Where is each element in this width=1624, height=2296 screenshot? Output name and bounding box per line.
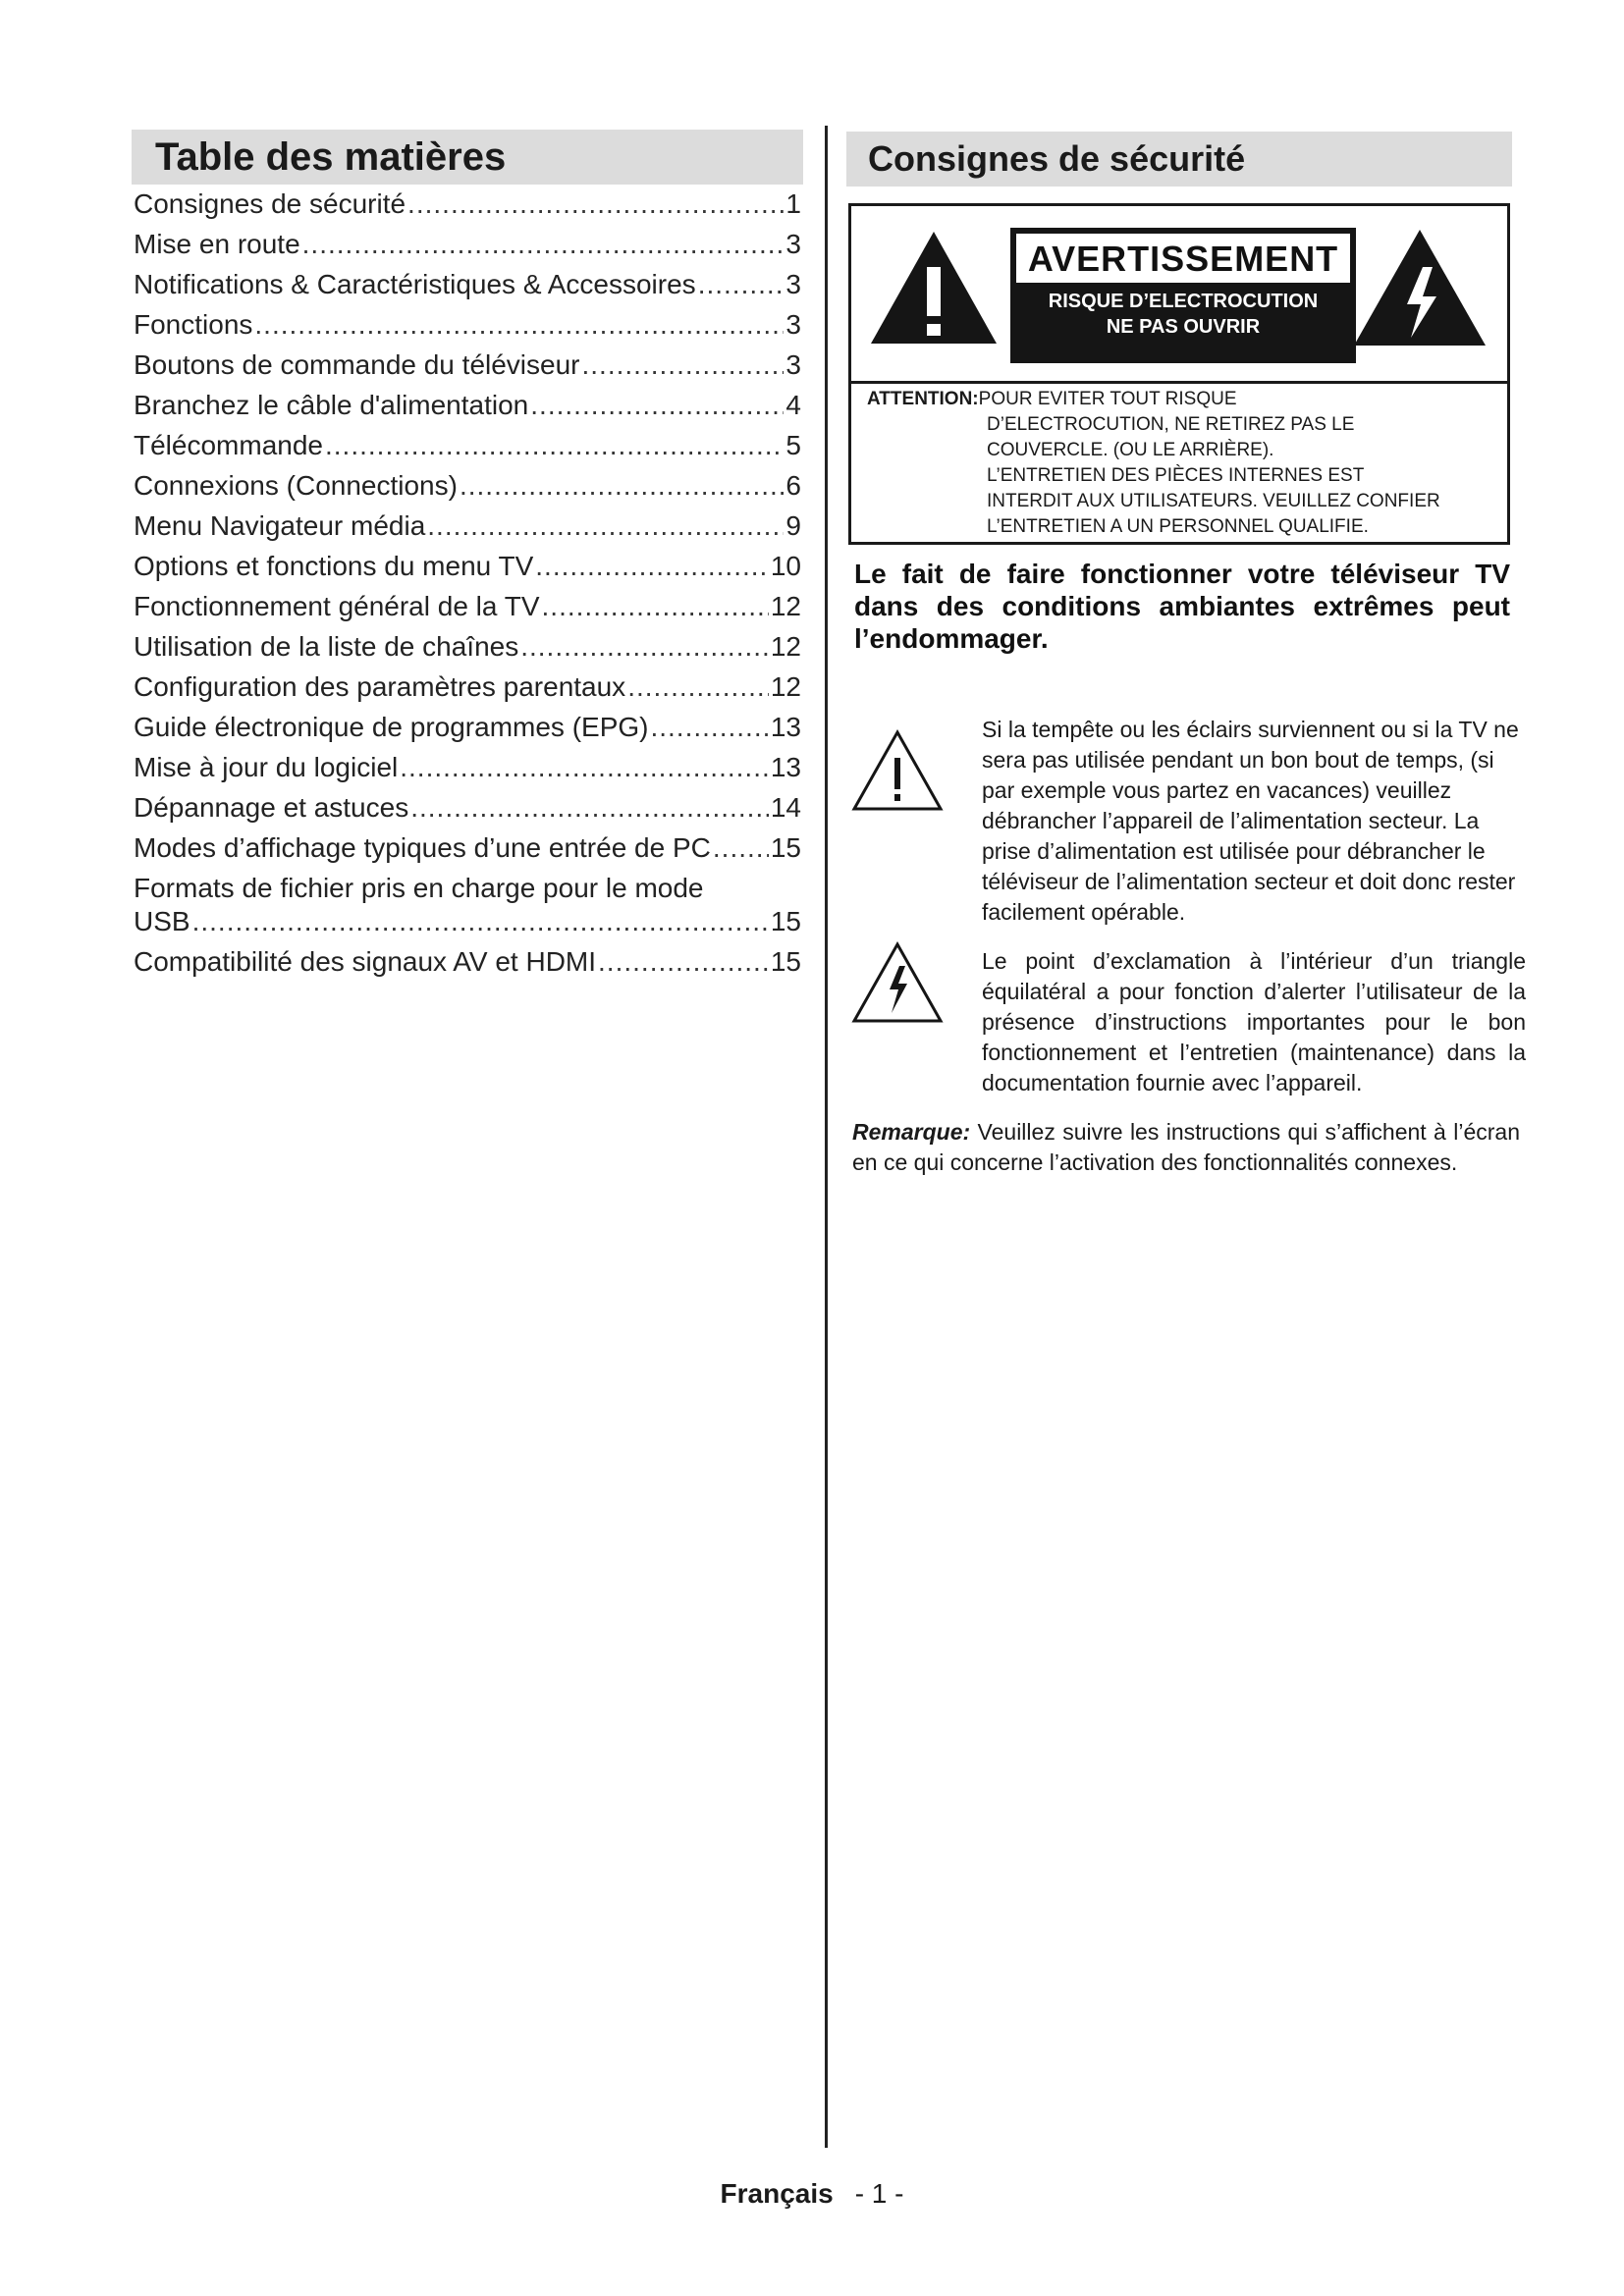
toc-entry[interactable]: Menu Navigateur média ..... 9 xyxy=(134,510,801,551)
footer-language: Français xyxy=(720,2178,834,2209)
toc-title: Table des matières xyxy=(132,130,803,185)
avertissement-heading: AVERTISSEMENT xyxy=(1016,234,1350,283)
page-number: - 1 - xyxy=(854,2178,904,2209)
warning-triangle-lightning-icon xyxy=(1352,228,1488,347)
extreme-conditions-warning: Le fait de faire fonctionner votre téléviseur TV dans des conditions ambiantes extrêmes peut l’endommager. xyxy=(854,559,1510,654)
toc-entry[interactable]: Guide électronique de programmes (EPG) ..... 13 xyxy=(134,712,801,752)
toc-entry[interactable]: Télécommande ..... 5 xyxy=(134,430,801,470)
page-footer xyxy=(0,2178,1624,2210)
avertissement-panel xyxy=(1010,228,1356,363)
column-divider xyxy=(825,126,828,2148)
toc-entry[interactable]: Fonctionnement général de la TV ..... 12 xyxy=(134,591,801,631)
toc-entry[interactable]: Branchez le câble d'alimentation ..... 4 xyxy=(134,390,801,430)
toc-entry[interactable]: Consignes de sécurité ..... 1 xyxy=(134,188,801,229)
avertissement-sub2: NE PAS OUVRIR xyxy=(1106,316,1261,338)
toc-entry[interactable]: Mise à jour du logiciel ..... 13 xyxy=(134,752,801,792)
toc-entry[interactable]: Connexions (Connections) ..... 6 xyxy=(134,470,801,510)
warning-triangle-exclamation-icon xyxy=(869,230,999,346)
toc-entry[interactable]: Dépannage et astuces ..... 14 xyxy=(134,792,801,832)
safety-title: Consignes de sécurité xyxy=(846,132,1512,187)
toc-entry[interactable]: Modes d’affichage typiques d’une entrée de PC ..... 15 xyxy=(134,832,801,873)
remarque-note: Remarque: Veuillez suivre les instructions qui s’affichent à l’écran en ce qui concerne l’activation des fonctionnalités connexes. xyxy=(852,1119,1520,1175)
toc-entry[interactable]: Options et fonctions du menu TV ..... 10 xyxy=(134,551,801,591)
avertissement-sub1: RISQUE D’ELECTROCUTION xyxy=(1048,291,1319,312)
toc-entry[interactable]: Mise en route ..... 3 xyxy=(134,229,801,269)
storm-unplug-paragraph: Si la tempête ou les éclairs surviennent ou si la TV ne sera pas utilisée pendant un bon bout de temps, (si par exemple vous partez en vacances) veuillez débrancher l’appareil de l’alimentation secteur. La prise d’alimentation est utilisée pour débrancher le téléviseur de l’alimentation secteur et doit donc rester facilement opérable. xyxy=(982,717,1519,925)
caution-exclamation-icon xyxy=(850,728,945,813)
toc-entry[interactable]: Notifications & Caractéristiques & Accessoires ..... 3 xyxy=(134,269,801,309)
toc-entry[interactable]: Configuration des paramètres parentaux ..... 12 xyxy=(134,671,801,712)
warning-box-divider xyxy=(851,381,1507,384)
toc-entry[interactable]: Formats de fichier pris en charge pour le mode USB ..... 15 xyxy=(134,873,801,946)
toc-entry[interactable]: Fonctions ..... 3 xyxy=(134,309,801,349)
attention-text: ATTENTION:POUR EVITER TOUT RISQUE D’ELECTROCUTION, NE RETIREZ PAS LE COUVERCLE. (OU LE ARRIÈRE). L’ENTRETIEN DES PIÈCES INTERNES EST INTERDIT AUX UTILISATEURS. VEUILLEZ CONFIER L’ENTRETIEN A UN PERSONNEL QUALIFIE. xyxy=(867,389,1440,537)
exclamation-explanation-paragraph: Le point d’exclamation à l’intérieur d’un triangle équilatéral a pour fonction d’alerter l’utilisateur de la présence d’instructions importantes pour le bon fonctionnement et l’entretien (maintenance) dans la documentation fournie avec l’appareil. xyxy=(982,948,1526,1095)
toc-entry[interactable]: Utilisation de la liste de chaînes ..... 12 xyxy=(134,631,801,671)
warning-box xyxy=(848,203,1510,545)
table-of-contents xyxy=(134,188,801,987)
toc-entry[interactable]: Boutons de commande du téléviseur ..... 3 xyxy=(134,349,801,390)
caution-lightning-icon xyxy=(850,940,945,1025)
toc-entry[interactable]: Compatibilité des signaux AV et HDMI ..... 15 xyxy=(134,946,801,987)
